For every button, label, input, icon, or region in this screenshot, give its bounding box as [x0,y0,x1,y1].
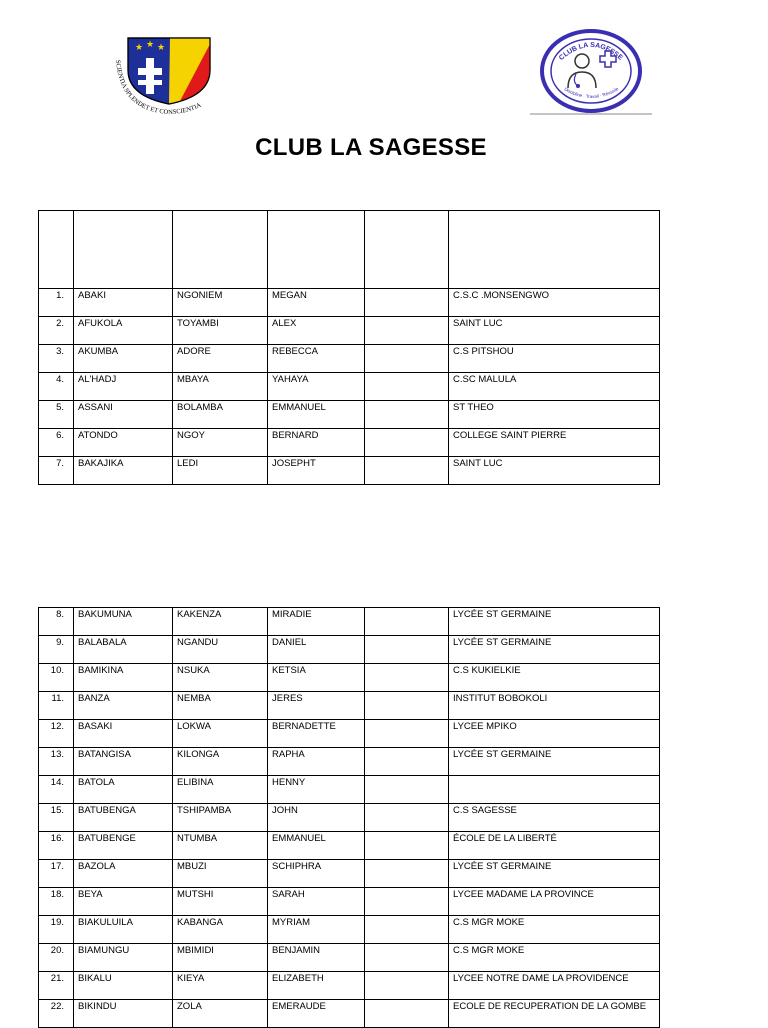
middle-name-cell: KILONGA [173,748,268,776]
blank-cell-cell [365,636,449,664]
middle-name-cell: NSUKA [173,664,268,692]
first-name-cell: EMMANUEL [268,401,365,429]
club-logo-tagline: Discipline · Travail · Réussite [563,85,620,100]
school-name-cell: LYCEE NOTRE DAME LA PROVIDENCE [449,972,660,1000]
school-name-cell: LYCÉE ST GERMAINE [449,608,660,636]
last-name-cell: BATANGISA [74,748,173,776]
club-logo-ring-text: CLUB LA SAGESSE [558,41,624,62]
row-number-cell: 8. [39,608,74,636]
blank-cell-cell [365,608,449,636]
school-name-cell: C.S MGR MOKE [449,916,660,944]
last-name-cell: BANZA [74,692,173,720]
header-cell [39,211,74,289]
blank-cell-cell [365,860,449,888]
school-name-cell: C.SC MALULA [449,373,660,401]
row-number-cell: 9. [39,636,74,664]
table-row [39,748,660,776]
table-row [39,860,660,888]
blank-cell-cell [365,748,449,776]
first-name-cell: YAHAYA [268,373,365,401]
blank-cell-cell [365,317,449,345]
roster-table-2 [38,607,660,1028]
row-number-cell: 1. [39,289,74,317]
table-row [39,832,660,860]
row-number-cell: 10. [39,664,74,692]
table-row [39,317,660,345]
blank-cell-cell [365,776,449,804]
roster-table-1 [38,210,660,485]
middle-name-cell: KAKENZA [173,608,268,636]
first-name-cell: MIRADIE [268,608,365,636]
school-name-cell: LYCEE MPIKO [449,720,660,748]
last-name-cell: BAKAJIKA [74,457,173,485]
blank-cell-cell [365,457,449,485]
blank-cell-cell [365,888,449,916]
school-name-cell: LYCÉE ST GERMAINE [449,860,660,888]
blank-cell-cell [365,916,449,944]
school-name-cell: C.S SAGESSE [449,804,660,832]
first-name-cell: DANIEL [268,636,365,664]
row-number-cell: 3. [39,345,74,373]
school-name-cell: LYCEE MADAME LA PROVINCE [449,888,660,916]
last-name-cell: BATUBENGE [74,832,173,860]
table-row [39,720,660,748]
last-name-cell: BIKALU [74,972,173,1000]
school-name-cell: ÉCOLE DE LA LIBERTÉ [449,832,660,860]
table-row [39,916,660,944]
table-row [39,776,660,804]
blank-cell-cell [365,832,449,860]
blank-cell-cell [365,1000,449,1028]
row-number-cell: 20. [39,944,74,972]
last-name-cell: AL'HADJ [74,373,173,401]
last-name-cell: BEYA [74,888,173,916]
middle-name-cell: MBUZI [173,860,268,888]
blank-cell-cell [365,804,449,832]
last-name-cell: BIAKULUILA [74,916,173,944]
blank-cell-cell [365,692,449,720]
first-name-cell: RAPHA [268,748,365,776]
club-logo [528,28,654,116]
middle-name-cell: MBIMIDI [173,944,268,972]
first-name-cell: MEGAN [268,289,365,317]
school-name-cell: SAINT LUC [449,457,660,485]
middle-name-cell: MBAYA [173,373,268,401]
first-name-cell: JOHN [268,804,365,832]
last-name-cell: ABAKI [74,289,173,317]
header-cell [74,211,173,289]
header-cell [365,211,449,289]
first-name-cell: MYRIAM [268,916,365,944]
table-row [39,664,660,692]
last-name-cell: AFUKOLA [74,317,173,345]
school-name-cell [449,776,660,804]
middle-name-cell: KABANGA [173,916,268,944]
last-name-cell: BAKUMUNA [74,608,173,636]
table-row [39,636,660,664]
middle-name-cell: NEMBA [173,692,268,720]
row-number-cell: 22. [39,1000,74,1028]
blank-cell-cell [365,664,449,692]
middle-name-cell: NGONIEM [173,289,268,317]
middle-name-cell: TOYAMBI [173,317,268,345]
table-row [39,429,660,457]
school-name-cell: C.S.C .MONSENGWO [449,289,660,317]
row-number-cell: 12. [39,720,74,748]
table-row [39,888,660,916]
first-name-cell: SARAH [268,888,365,916]
first-name-cell: BERNARD [268,429,365,457]
last-name-cell: BALABALA [74,636,173,664]
school-name-cell: ST THEO [449,401,660,429]
table-row [39,373,660,401]
table-row [39,944,660,972]
school-name-cell: INSTITUT BOBOKOLI [449,692,660,720]
header-cell [173,211,268,289]
middle-name-cell: BOLAMBA [173,401,268,429]
table-row [39,345,660,373]
last-name-cell: BAZOLA [74,860,173,888]
middle-name-cell: LOKWA [173,720,268,748]
blank-cell-cell [365,401,449,429]
blank-cell-cell [365,289,449,317]
first-name-cell: ELIZABETH [268,972,365,1000]
row-number-cell: 16. [39,832,74,860]
middle-name-cell: ELIBINA [173,776,268,804]
row-number-cell: 13. [39,748,74,776]
middle-name-cell: TSHIPAMBA [173,804,268,832]
table-row [39,804,660,832]
table-row [39,1000,660,1028]
svg-text:★: ★ [135,43,144,53]
blank-cell-cell [365,373,449,401]
last-name-cell: BASAKI [74,720,173,748]
school-name-cell: LYCÉE ST GERMAINE [449,636,660,664]
table-row [39,457,660,485]
row-number-cell: 15. [39,804,74,832]
first-name-cell: BENJAMIN [268,944,365,972]
last-name-cell: BIAMUNGU [74,944,173,972]
row-number-cell: 2. [39,317,74,345]
blank-cell-cell [365,429,449,457]
table-row [39,608,660,636]
blank-cell-cell [365,720,449,748]
table-row [39,401,660,429]
first-name-cell: BERNADETTE [268,720,365,748]
school-name-cell: C.S PITSHOU [449,345,660,373]
table-header-row [39,211,660,289]
last-name-cell: BATOLA [74,776,173,804]
middle-name-cell: LEDI [173,457,268,485]
row-number-cell: 7. [39,457,74,485]
first-name-cell: SCHIPHRA [268,860,365,888]
middle-name-cell: NTUMBA [173,832,268,860]
svg-text:★: ★ [157,43,166,53]
row-number-cell: 14. [39,776,74,804]
middle-name-cell: ZOLA [173,1000,268,1028]
middle-name-cell: NGOY [173,429,268,457]
row-number-cell: 17. [39,860,74,888]
school-name-cell: LYCÉE ST GERMAINE [449,748,660,776]
row-number-cell: 4. [39,373,74,401]
last-name-cell: ATONDO [74,429,173,457]
first-name-cell: KETSIA [268,664,365,692]
table-row [39,972,660,1000]
last-name-cell: ASSANI [74,401,173,429]
row-number-cell: 19. [39,916,74,944]
blank-cell-cell [365,972,449,1000]
first-name-cell: REBECCA [268,345,365,373]
school-name-cell: C.S KUKIELKIE [449,664,660,692]
middle-name-cell: MUTSHI [173,888,268,916]
last-name-cell: BAMIKINA [74,664,173,692]
school-name-cell: C.S MGR MOKE [449,944,660,972]
document-title: CLUB LA SAGESSE [255,134,487,161]
blank-cell-cell [365,944,449,972]
middle-name-cell: KIEYA [173,972,268,1000]
school-crest-logo [110,30,235,115]
table-row [39,289,660,317]
last-name-cell: BIKINDU [74,1000,173,1028]
row-number-cell: 6. [39,429,74,457]
blank-cell-cell [365,345,449,373]
first-name-cell: ALEX [268,317,365,345]
last-name-cell: BATUBENGA [74,804,173,832]
school-name-cell: COLLEGE SAINT PIERRE [449,429,660,457]
middle-name-cell: NGANDU [173,636,268,664]
first-name-cell: JOSEPHT [268,457,365,485]
crest-motto: SCIENTIA SPLENDET ET CONSCIENTIA [114,59,203,115]
first-name-cell: EMERAUDE [268,1000,365,1028]
school-name-cell: ECOLE DE RECUPERATION DE LA GOMBE [449,1000,660,1028]
header-cell [449,211,660,289]
row-number-cell: 11. [39,692,74,720]
middle-name-cell: ADORE [173,345,268,373]
row-number-cell: 5. [39,401,74,429]
first-name-cell: JERES [268,692,365,720]
school-name-cell: SAINT LUC [449,317,660,345]
header-cell [268,211,365,289]
table-row [39,692,660,720]
first-name-cell: HENNY [268,776,365,804]
first-name-cell: EMMANUEL [268,832,365,860]
last-name-cell: AKUMBA [74,345,173,373]
row-number-cell: 21. [39,972,74,1000]
row-number-cell: 18. [39,888,74,916]
svg-text:★: ★ [146,40,155,50]
